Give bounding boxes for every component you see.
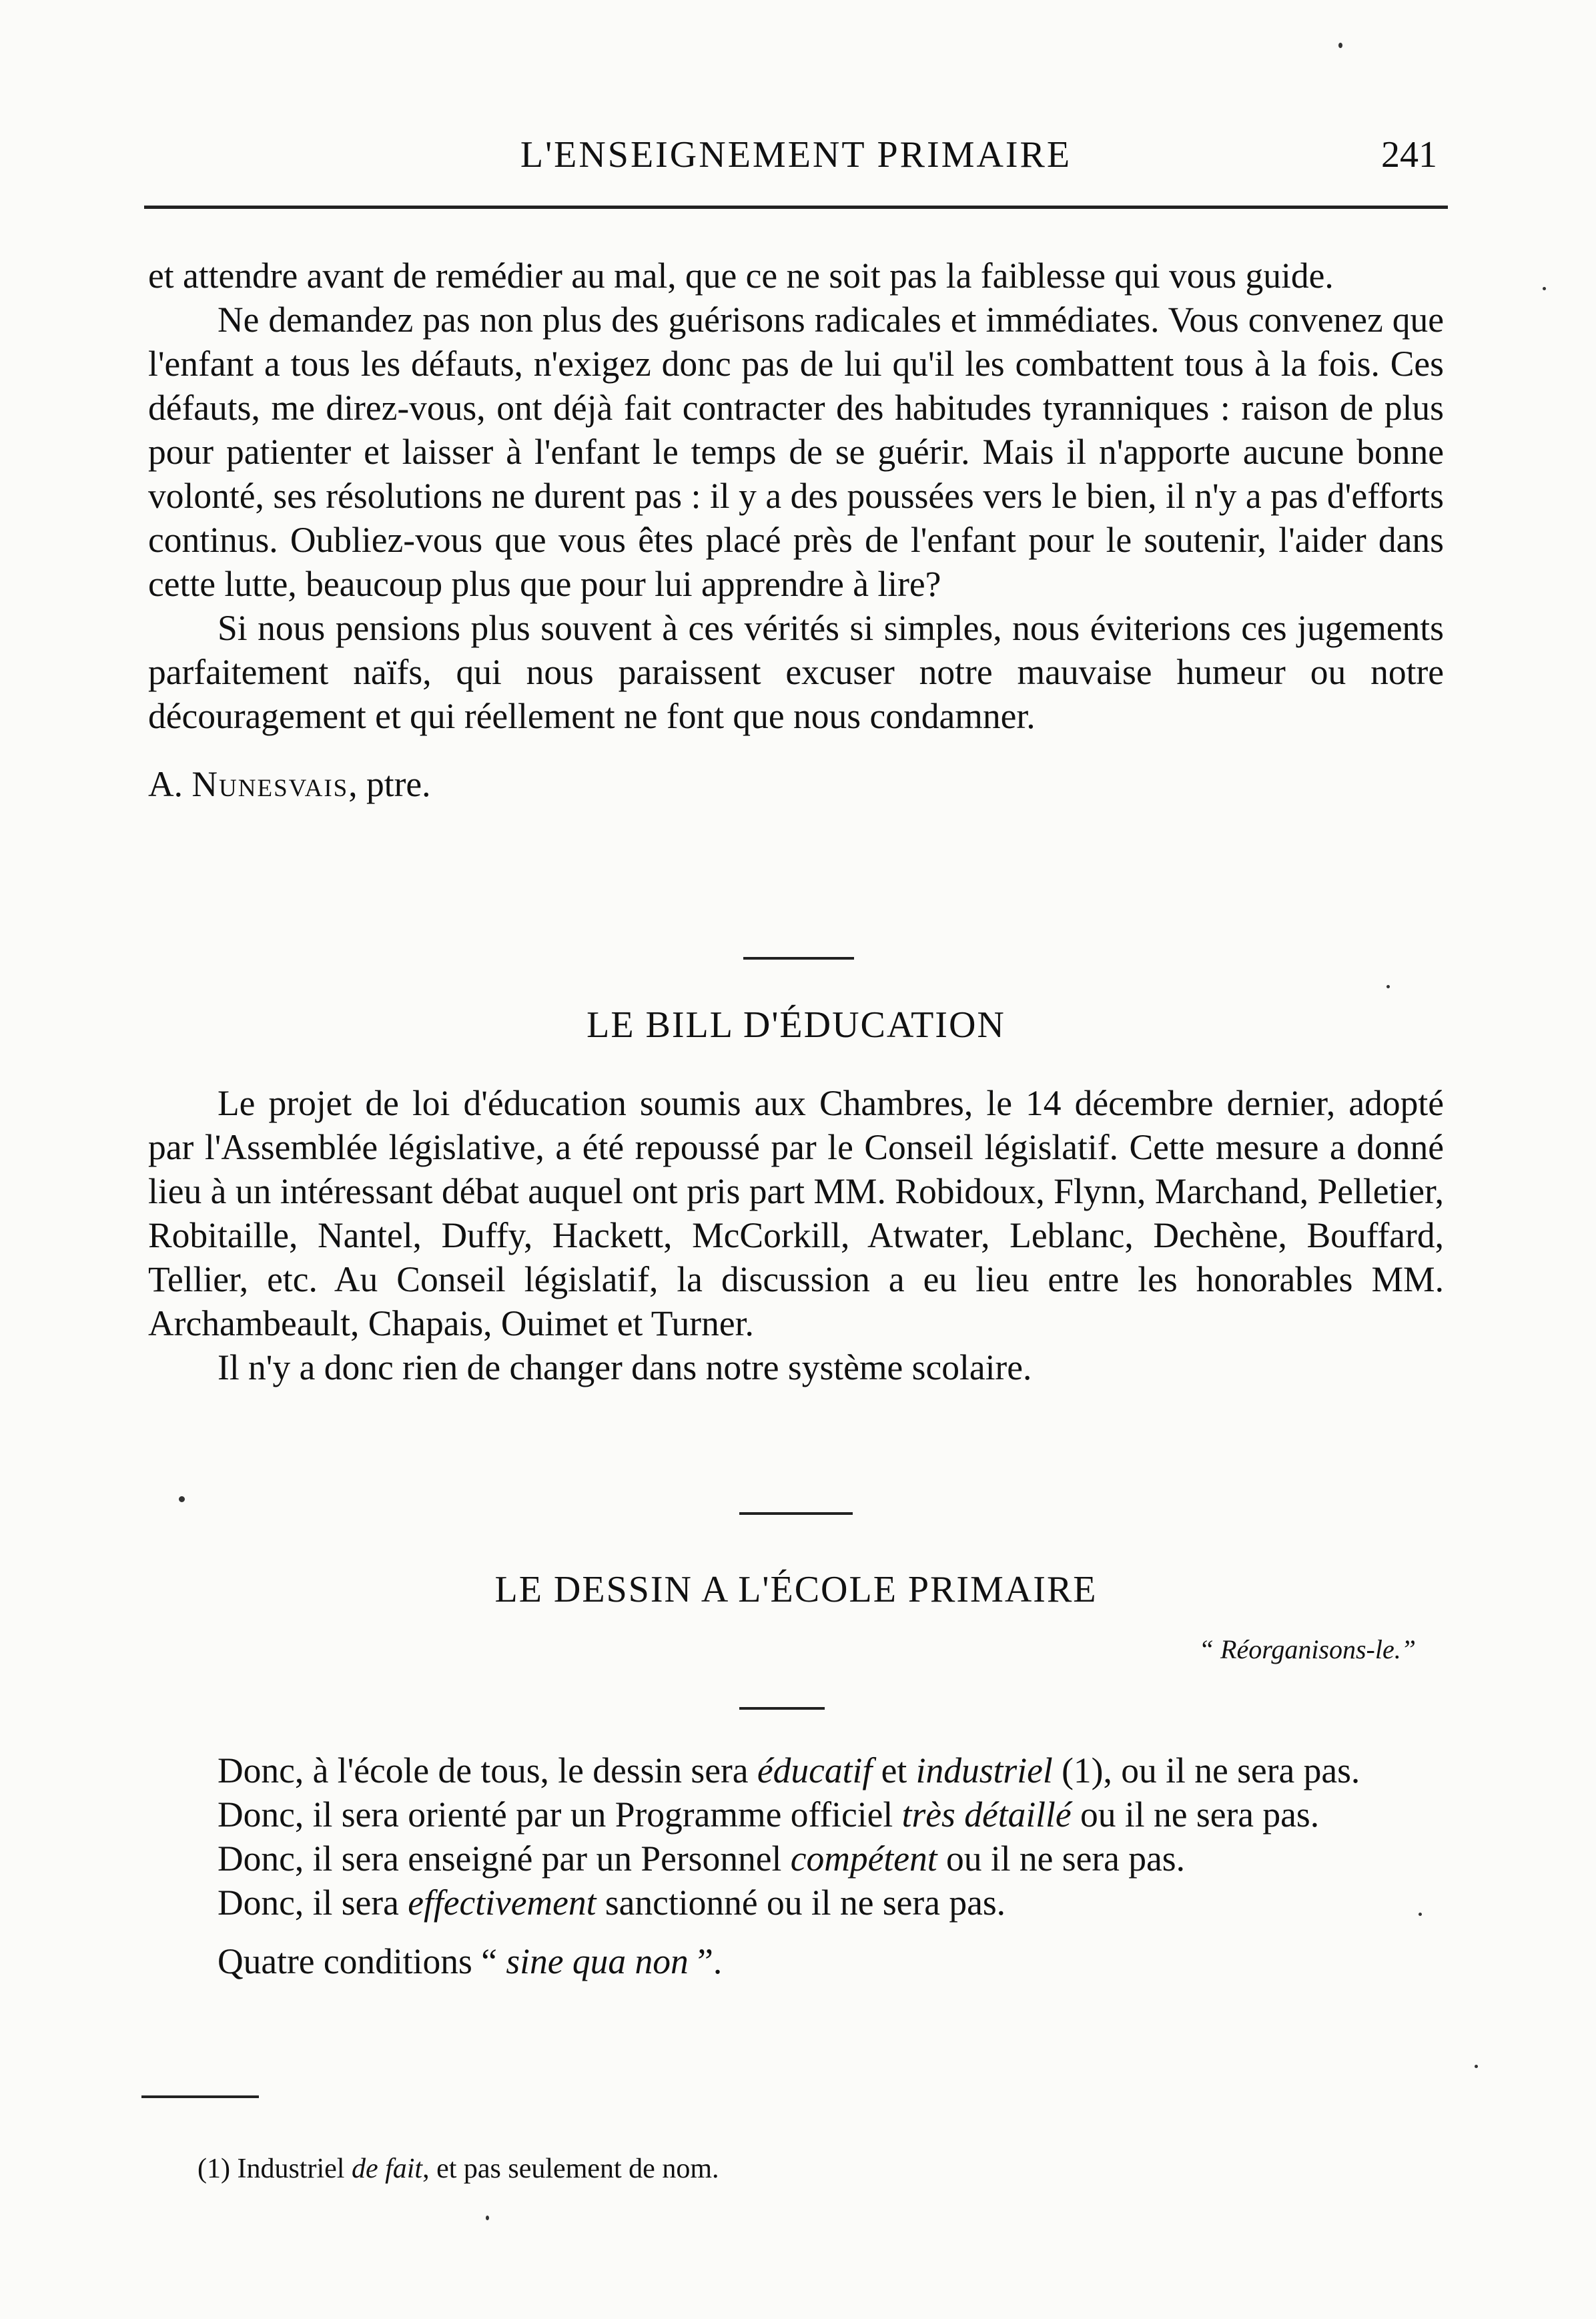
paragraph: Quatre conditions “ sine qua non ”. (218, 1941, 723, 1981)
header-rule (144, 206, 1448, 209)
paragraph: Ne demandez pas non plus des guérisons radicales et immédiates. Vous convenez que l'enfant a tous les défauts, n'exigez donc pas de lui qu'il les combattent tous à la fois. Ces défauts, me direz-vous, ont déjà fait contracter des habitudes tyranniques : raison de plus pour patienter et laisser à l'enfant le temps de se guérir. Mais il n'apporte aucune bonne volonté, ses résolutions ne durent pas : il y a des poussées vers le bien, il n'y a pas d'efforts continus. Oubliez-vous que vous êtes placé près de l'enfant pour le soutenir, l'aider dans cette lutte, beaucoup plus que pour lui apprendre à lire? (148, 300, 1444, 604)
section-rule (739, 1512, 853, 1515)
paragraph: Donc, il sera enseigné par un Personnel compétent ou il ne sera pas. (218, 1839, 1185, 1879)
section-rule (739, 1707, 825, 1710)
paragraph: Le projet de loi d'éducation soumis aux Chambres, le 14 décembre dernier, adopté par l'Assemblée législative, a été repoussé par le Conseil législatif. Cette mesure a donné lieu à un intéressant débat auquel ont pris part MM. Robidoux, Flynn, Marchand, Pelletier, Robitaille, Nantel, Duffy, Hackett, McCorkill, Atwater, Leblanc, Dechène, Bouffard, Tellier, etc. Au Conseil législatif, la discussion a eu lieu entre les honorables MM. Archambeault, Chapais, Ouimet et Turner. (148, 1083, 1444, 1343)
article-dessin (148, 1748, 1444, 1983)
paragraph: Donc, il sera orienté par un Programme officiel très détaillé ou il ne sera pas. (218, 1794, 1320, 1835)
scan-speck (179, 1496, 185, 1502)
scan-speck (1386, 985, 1390, 988)
paragraph: Donc, il sera effectivement sanctionné ou il ne sera pas. (218, 1883, 1006, 1923)
signature (148, 762, 1444, 806)
scan-speck (1419, 1913, 1422, 1916)
signature-title: , ptre. (348, 764, 431, 804)
article-continuation (148, 254, 1444, 806)
signature-initial: A. (148, 764, 183, 804)
page-header (144, 133, 1448, 194)
section-title: LE BILL D'ÉDUCATION (586, 1004, 1006, 1046)
section-title: LE DESSIN A L'ÉCOLE PRIMAIRE (494, 1569, 1098, 1610)
scan-speck (1338, 43, 1342, 48)
signature-name: Nunesvais (191, 764, 349, 804)
scan-speck (1543, 287, 1546, 290)
paragraph: Donc, à l'école de tous, le dessin sera éducatif et industriel (1), ou il ne sera pas. (218, 1750, 1360, 1790)
scan-speck (1475, 2065, 1478, 2068)
section-rule (743, 957, 854, 960)
paragraph: Il n'y a donc rien de changer dans notre système scolaire. (218, 1347, 1032, 1387)
article-bill-education (148, 1081, 1444, 1389)
paragraph: et attendre avant de remédier au mal, que ce ne soit pas la faiblesse qui vous guide. (148, 256, 1334, 296)
footnote-rule (141, 2095, 259, 2098)
scan-speck (486, 2216, 489, 2220)
epigraph: “ Réorganisons-le.” (1198, 1634, 1416, 1664)
paragraph: Si nous pensions plus souvent à ces vérités si simples, nous éviterions ces jugements parfaitement naïfs, qui nous paraissent excuser notre mauvaise humeur ou notre découragement et qui réellement ne font que nous condamner. (148, 608, 1444, 736)
running-title: L'ENSEIGNEMENT PRIMAIRE (520, 134, 1072, 176)
page-number: 241 (1381, 134, 1437, 176)
footnote: (1) Industriel de fait, et pas seulement de nom. (197, 2154, 719, 2184)
